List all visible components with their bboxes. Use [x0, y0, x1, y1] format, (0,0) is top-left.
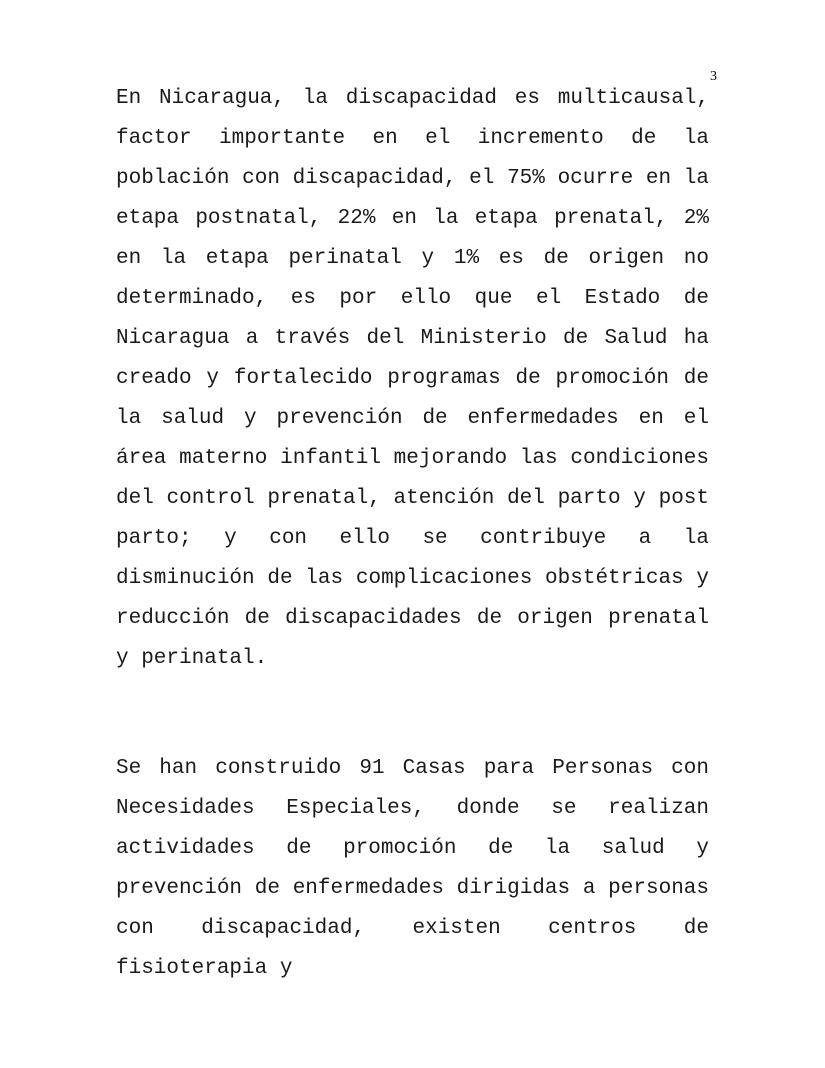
paragraph-disability-causes: En Nicaragua, la discapacidad es multicausal, factor importante en el incremento de la población con discapacidad, el 75% ocurre en la etapa postnatal, 22% en la etapa prenatal, 2% en la etapa perinatal y 1% es de origen no determinado, es por ello que el Estado de Nicaragua a través del Ministerio de Salud ha creado y fortalecido programas de promoción de la salud y prevención de enfermedades en el área materno infantil mejorando las condiciones del control prenatal, atención del parto y post parto; y con ello se contribuye a la disminución de las complicaciones obstétricas y reducción de discapacidades de origen prenatal y perinatal. [116, 87, 709, 670]
page-number: 3 [710, 69, 717, 84]
paragraph-special-needs-houses: Se han construido 91 Casas para Personas con Necesidades Especiales, donde se realizan actividades de promoción de la salud y prevención de enfermedades dirigidas a personas con discapacidad, existen centros de fisioterapia y [116, 757, 709, 980]
